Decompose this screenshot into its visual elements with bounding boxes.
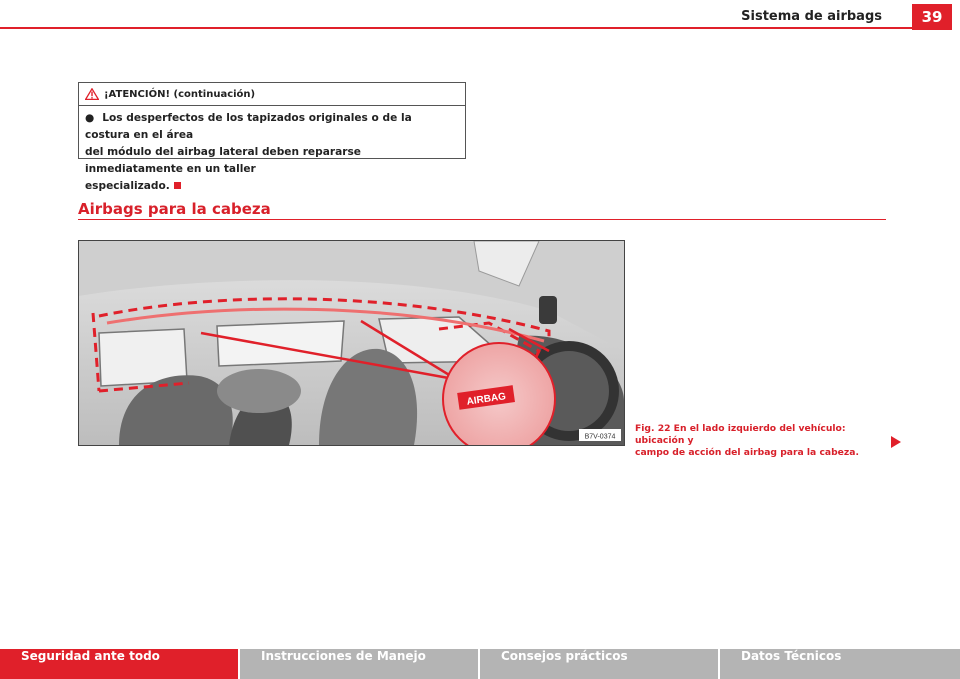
footer-nav [0, 649, 960, 679]
footer-tab-label: Datos Técnicos [741, 649, 842, 663]
footer-tab-label: Consejos prácticos [501, 649, 628, 663]
warning-triangle-icon [85, 88, 99, 100]
footer-tab-seguridad[interactable] [0, 649, 240, 679]
header-rule [0, 27, 952, 29]
next-page-arrow-icon[interactable] [891, 436, 901, 448]
footer-tab-consejos[interactable] [480, 649, 720, 679]
bullet-icon: ● [85, 112, 95, 124]
footer-tab-instrucciones[interactable] [240, 649, 480, 679]
warning-box [78, 82, 466, 192]
end-mark-icon [174, 182, 181, 189]
warning-text [79, 106, 465, 195]
page-number: 39 [912, 4, 952, 30]
figure-code: B7V-0374 [584, 433, 616, 441]
warning-line-1: Los desperfectos de los tapizados originales o de la costura en el área [85, 112, 412, 141]
footer-tab-datos[interactable] [720, 649, 960, 679]
warning-line-2: del módulo del airbag lateral deben repararse inmediatamente en un taller [85, 146, 361, 175]
section-rule [78, 219, 886, 220]
caption-line-2: campo de acción del airbag para la cabeza. [635, 447, 859, 458]
warning-heading [79, 83, 465, 106]
airbag-figure [78, 240, 625, 446]
footer-tab-label: Instrucciones de Manejo [261, 649, 426, 663]
warning-line-3: especializado. [85, 180, 170, 192]
section-title: Airbags para la cabeza [78, 200, 271, 218]
warning-heading-text: ¡ATENCIÓN! (continuación) [104, 88, 256, 100]
page-header-title: Sistema de airbags [741, 9, 882, 24]
airbag-badge-label: AIRBAG [466, 391, 507, 408]
figure-caption [635, 423, 880, 459]
airbag-illustration [79, 241, 624, 445]
caption-line-1: Fig. 22 En el lado izquierdo del vehículo: ubicación y [635, 423, 846, 446]
footer-tab-label: Seguridad ante todo [21, 649, 160, 663]
